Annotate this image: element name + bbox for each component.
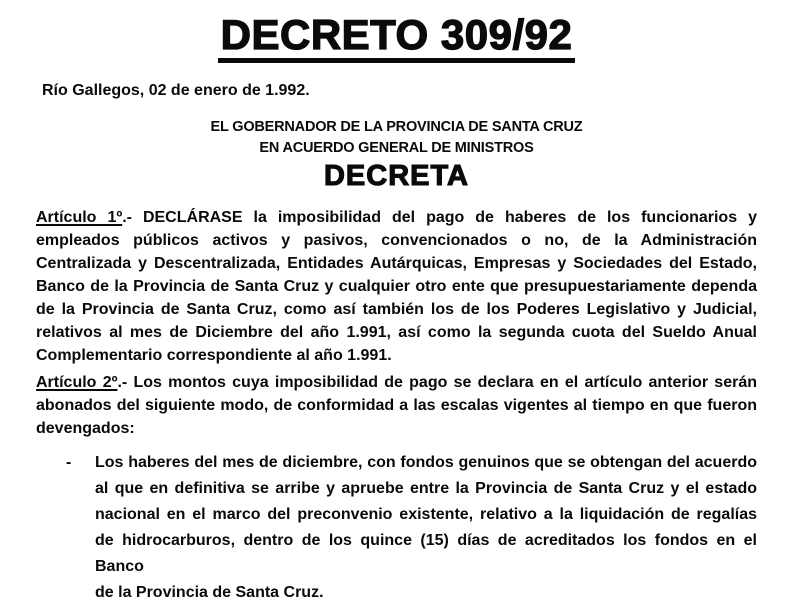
text-line: abonados del siguiente modo, de conformidad a las escalas vigentes al tiempo en que fueron xyxy=(36,397,757,415)
text-line: Artículo 1º.- DECLÁRASE la imposibilidad del pago de haberes de los funcionarios y xyxy=(36,209,757,227)
place-date-line: Río Gallegos, 02 de enero de 1.992. xyxy=(42,82,310,100)
list-item-text xyxy=(95,450,757,606)
text-line: Los haberes del mes de diciembre, con fondos genuinos que se obtengan del acuerdo xyxy=(95,454,757,472)
text-line: Artículo 2º.- Los montos cuya imposibilidad de pago se declara en el artículo anterior serán xyxy=(36,374,757,392)
text-line: empleados públicos activos y pasivos, convencionados o no, de la Administración xyxy=(36,232,757,250)
text-line: al que en definitiva se arribe y apruebe entre la Provincia de Santa Cruz y el estado xyxy=(95,480,757,498)
list-item xyxy=(66,450,757,606)
title-row xyxy=(36,12,757,63)
text-line: de la Provincia de Santa Cruz, como así también los de los Poderes Legislativo y Judicial, xyxy=(36,301,757,319)
authority-heading xyxy=(36,117,757,159)
text-line: Centralizada y Descentralizada, Entidades Autárquicas, Empresas y Sociedades del Estado, xyxy=(36,255,757,273)
article-2-paragraph xyxy=(36,371,757,440)
authority-line-1: EL GOBERNADOR DE LA PROVINCIA DE SANTA CRUZ xyxy=(210,119,583,136)
text-line: nacional en el marco del preconvenio existente, relativo a la liquidación de regalías xyxy=(95,506,757,524)
article-label: Artículo 1º xyxy=(36,209,123,227)
text-line: relativos al mes de Diciembre del año 1.991, así como la segunda cuota del Sueldo Anual xyxy=(36,324,757,342)
document-title: DECRETO 309/92 xyxy=(218,12,576,63)
dash-bullet: - xyxy=(66,454,72,472)
text-line: de hidrocarburos, dentro de los quince (15) días de acreditados los fondos en el Banco xyxy=(95,532,757,576)
text-line: Banco de la Provincia de Santa Cruz y cualquier otro ente que presupuestariamente dependa xyxy=(36,278,757,296)
authority-line-2: EN ACUERDO GENERAL DE MINISTROS xyxy=(259,140,534,157)
text-line: Complementario correspondiente al año 1.991. xyxy=(36,347,392,365)
enacting-clause: DECRETA xyxy=(323,160,470,193)
text-line: devengados: xyxy=(36,420,135,438)
article-1-paragraph xyxy=(36,206,757,367)
text-line: de la Provincia de Santa Cruz. xyxy=(95,584,324,602)
article-label: Artículo 2º xyxy=(36,374,118,392)
